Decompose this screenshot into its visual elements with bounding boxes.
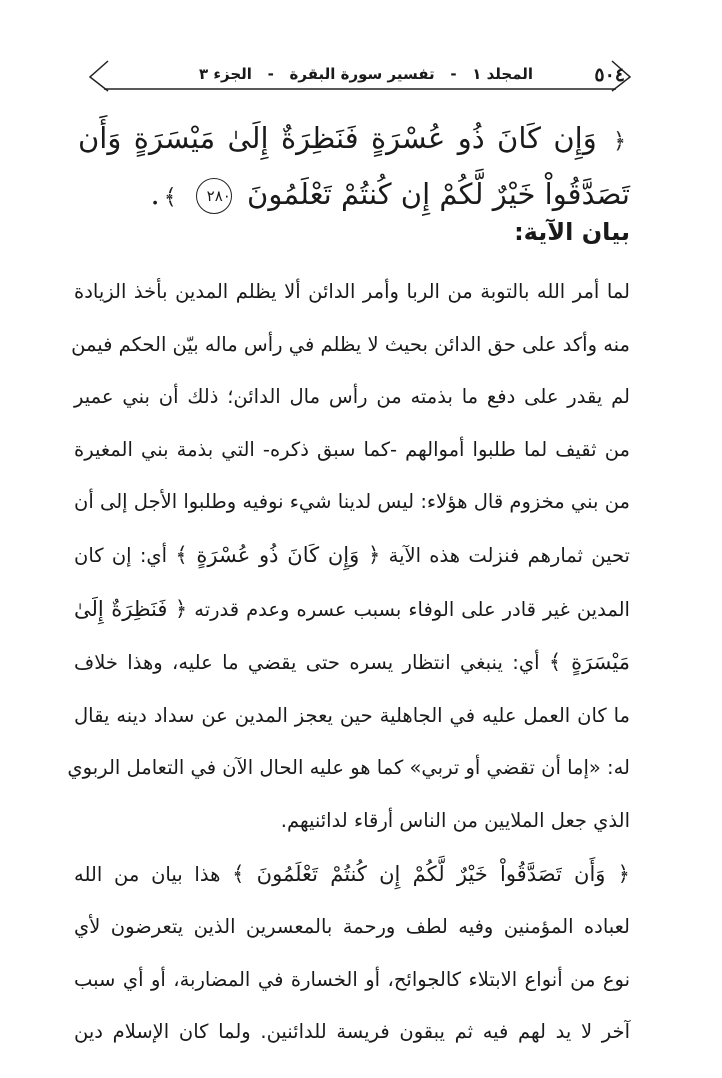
body-line: لما أمر الله بالتوبة من الربا وأمر الدائن ألا يظلم المدين بأخذ الزيادة	[74, 280, 630, 303]
body-line: الذي جعل الملايين من الناس أرقاء لدائنيهم.	[280, 808, 630, 832]
body-line: له: «إما أن تقضي أو تربي» كما هو عليه الحال الآن في التعامل الربوي	[67, 756, 630, 780]
inline-quran-quote: ﴿ فَنَظِرَةٌ إِلَىٰ	[74, 596, 188, 621]
verse-end-punctuation: .	[150, 177, 160, 211]
body-line	[74, 636, 630, 690]
running-header	[86, 55, 634, 95]
quran-verse	[78, 112, 630, 224]
body-text-fragment: المدين غير قادر على الوفاء بسبب عسره وعدم قدرته	[194, 597, 630, 621]
header-volume: المجلد ١	[472, 65, 534, 83]
body-line: لعباده المؤمنين وفيه لطف ورحمة بالمعسرين الذين يتعرضون لأي	[74, 915, 630, 939]
header-part: الجزء ٣	[198, 65, 252, 83]
verse-open-bracket: ﴿	[613, 129, 627, 154]
commentary-body	[67, 266, 630, 1059]
body-line	[74, 529, 630, 583]
body-line: لم يقدر على دفع ما بذمته من رأس مال الدائن؛ ذلك أن بني عمير	[74, 385, 630, 409]
inline-quran-quote: ﴿ وَإِن كَانَ ذُو عُسْرَةٍ ﴾	[175, 542, 381, 567]
body-line	[74, 583, 630, 637]
header-book: تفسير سورة البقرة	[289, 65, 435, 83]
verse-close-bracket: ﴾	[163, 185, 177, 210]
body-text-fragment: تحين ثمارهم فنزلت هذه الآية	[388, 543, 630, 567]
body-line: من ثقيف لما طلبوا أموالهم -كما سبق ذكره- التي بذمة بني المغيرة	[74, 437, 630, 461]
inline-quran-quote: مَيْسَرَةٍ ﴾	[548, 650, 630, 675]
body-line: منه وأكد على حق الدائن بحيث لا يظلم في رأس ماله بيّن الحكم فيمن	[71, 332, 630, 356]
body-text-fragment: أي: ينبغي انتظار يسره حتى يقضي ما عليه، وهذا خلاف	[74, 651, 540, 675]
ayah-number-badge: ٢٨٠	[196, 178, 232, 214]
header-title	[196, 65, 536, 83]
body-line: من بني مخزوم قال هؤلاء: ليس لدينا شيء نوفيه وطلبوا الأجل إلى أن	[74, 490, 630, 514]
body-line	[74, 848, 630, 902]
body-line: آخر لا يد لهم فيه ثم يبقون فريسة للدائنين. ولما كان الإسلام دين	[74, 1020, 630, 1044]
section-heading: بيان الآية:	[514, 218, 630, 246]
verse-text-line-2: لَّكُمْ إِن كُنتُمْ تَعْلَمُونَ	[247, 177, 484, 211]
inline-quran-quote: ﴿ وَأَن تَصَدَّقُواْ خَيْرٌ لَّكُمْ إِن كُنتُمْ تَعْلَمُونَ ﴾	[232, 861, 630, 886]
verse-text-line-1: وَإِن كَانَ ذُو عُسْرَةٍ فَنَظِرَةٌ إِلَىٰ مَيْسَرَةٍ وَأَن تَصَدَّقُواْ خَيْرٌ	[78, 121, 630, 211]
body-text-fragment: هذا بيان من الله	[74, 862, 221, 886]
body-text-fragment: أي: إن كان	[74, 543, 168, 567]
page-number: ٥٠٤	[594, 64, 625, 86]
header-separator: -	[450, 65, 457, 83]
body-line: ما كان العمل عليه في الجاهلية حين يعجز المدين عن سداد دينه يقال	[74, 703, 630, 727]
body-line: نوع من أنواع الابتلاء كالجوائح، أو الخسارة في المضاربة، أو أي سبب	[74, 967, 630, 991]
header-separator: -	[267, 65, 274, 83]
